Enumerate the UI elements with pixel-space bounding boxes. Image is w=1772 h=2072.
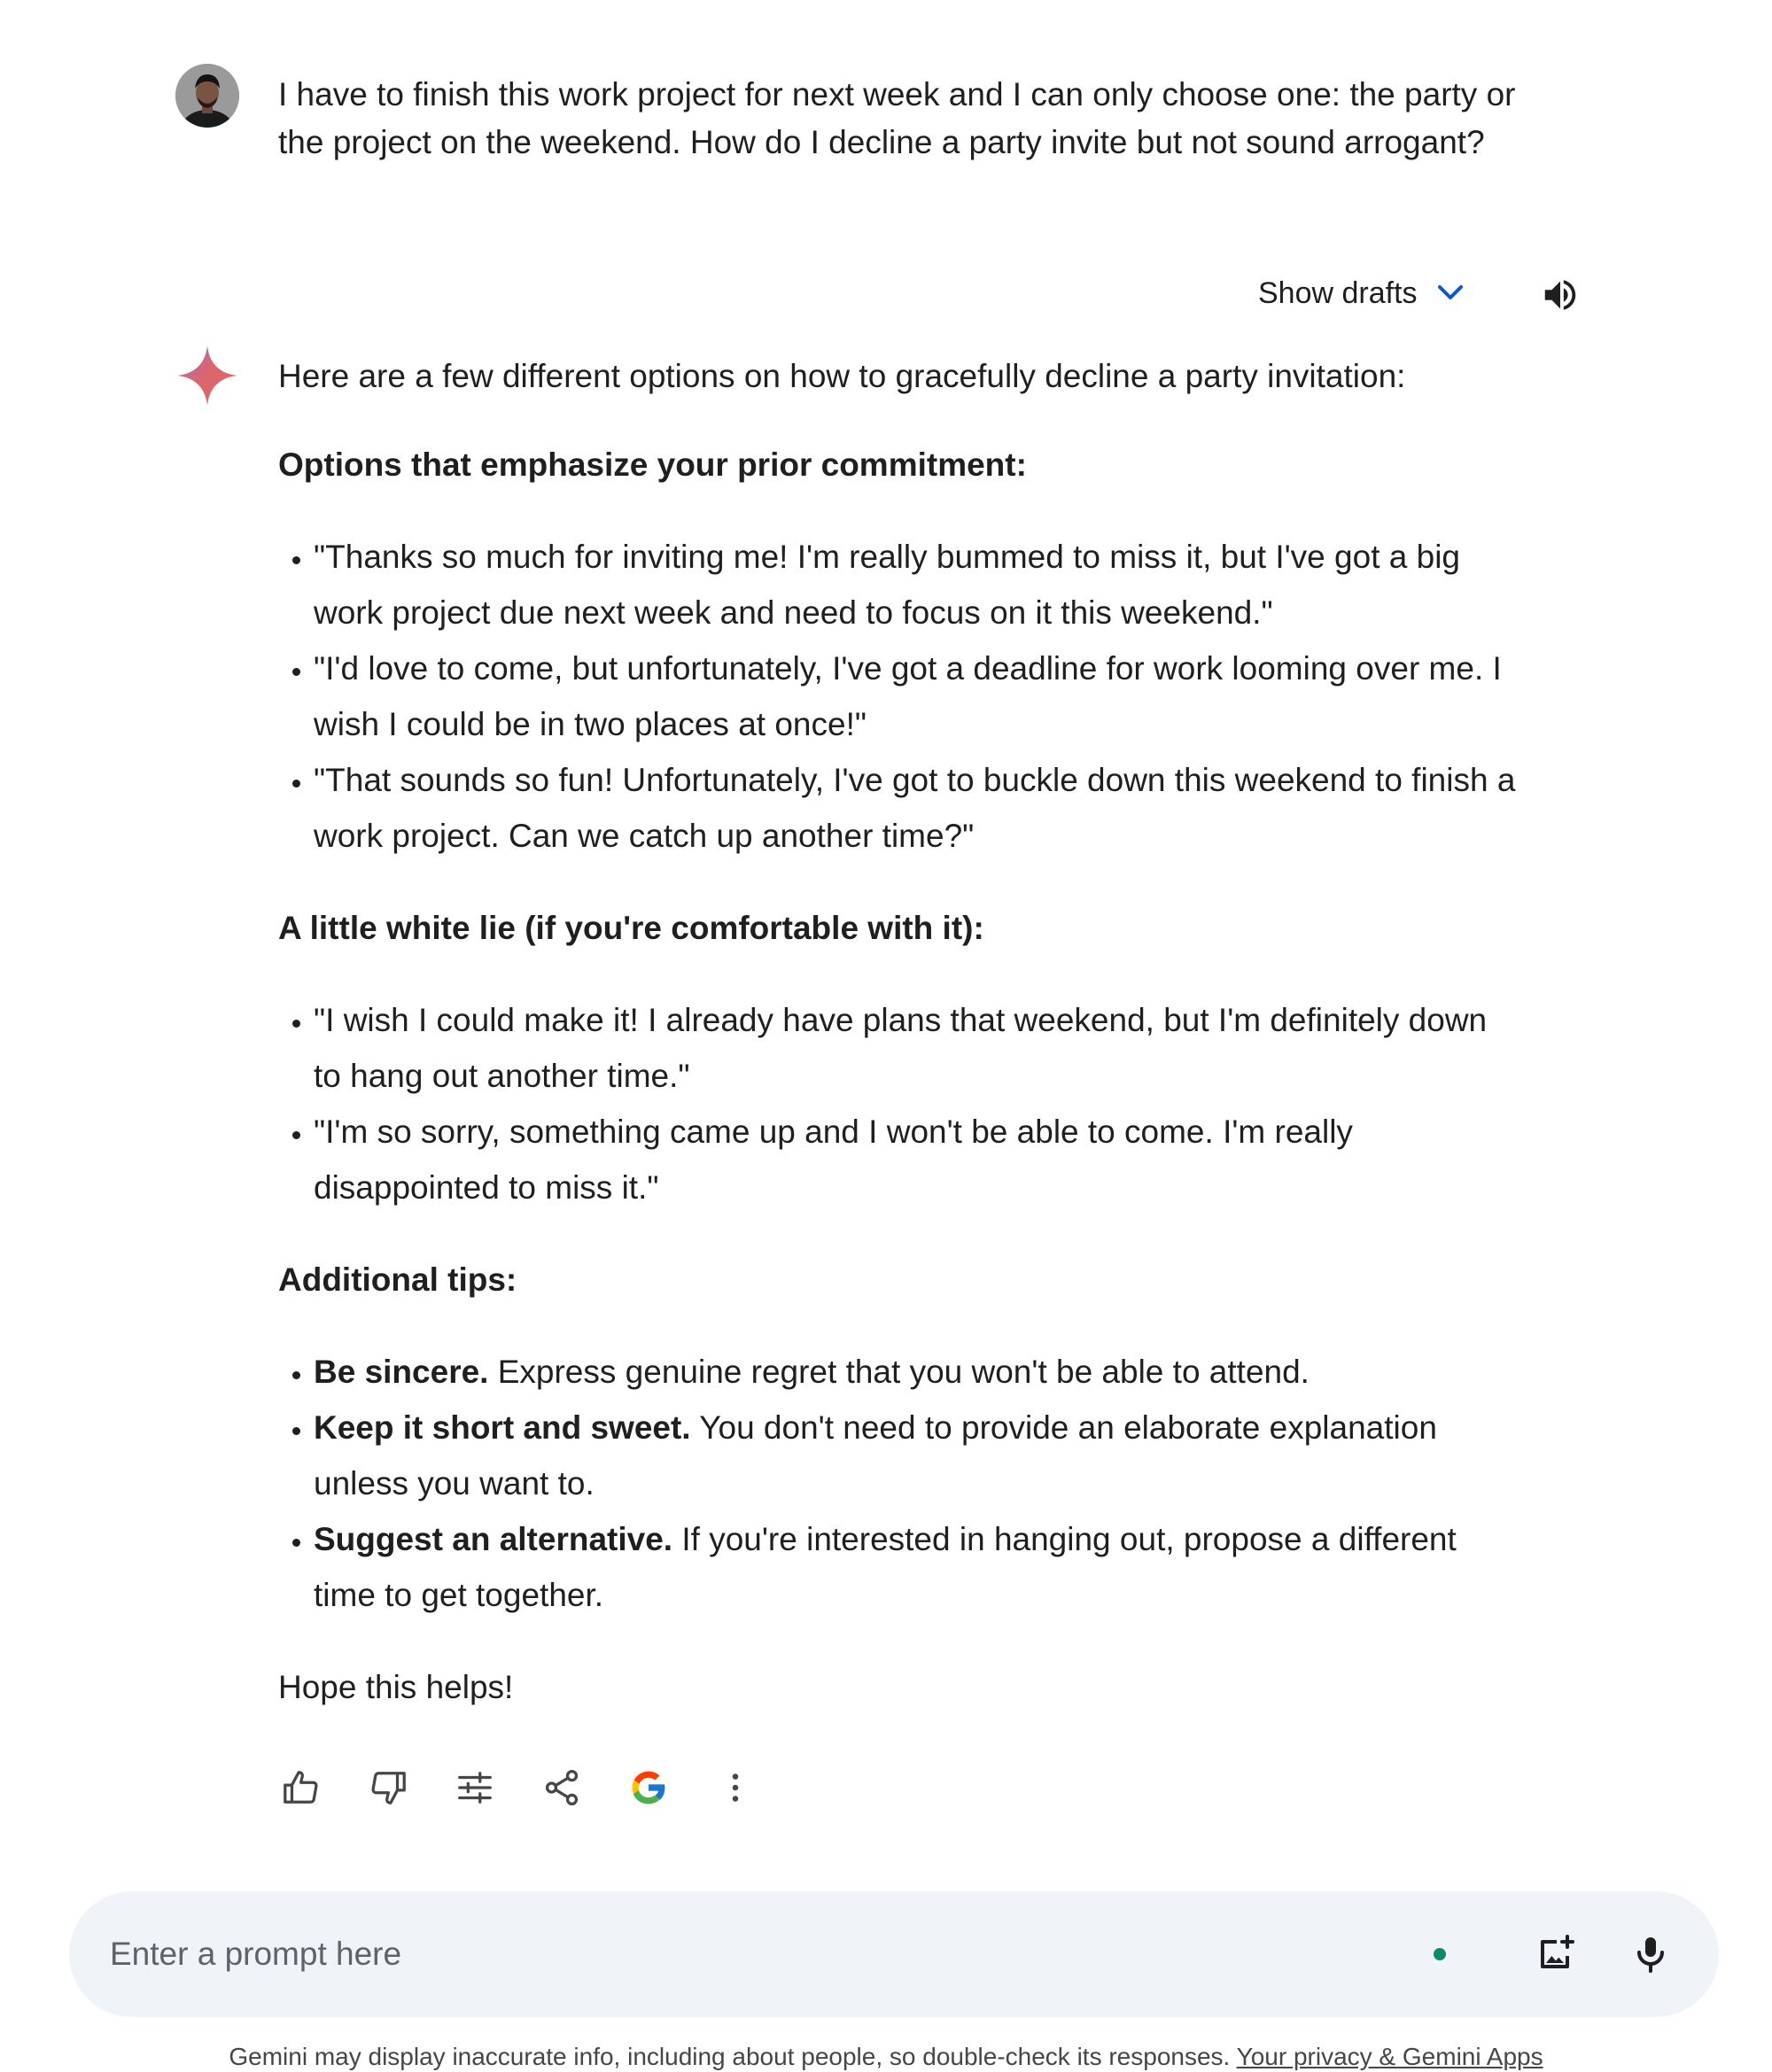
list-item (314, 1344, 1519, 1400)
share-button[interactable] (535, 1761, 588, 1814)
tip-text: You don't need to provide an elaborate explanation unless you want to. (314, 1409, 1437, 1502)
share-icon (541, 1767, 582, 1808)
read-aloud-button[interactable] (1535, 269, 1586, 321)
prompt-bar (69, 1891, 1719, 2017)
response-closing: Hope this helps! (278, 1669, 514, 1705)
section-heading-tips: Additional tips: (278, 1261, 517, 1298)
list-item: • "I'd love to come, but unfortunately, I've got a deadline for work looming over me. I wish I could be in two places at once!" (314, 640, 1519, 752)
upload-image-button[interactable] (1527, 1927, 1582, 1982)
chevron-down-icon (1437, 284, 1464, 302)
status-dot (1434, 1948, 1446, 1960)
thumbs-down-icon (368, 1767, 408, 1808)
commitment-options-list (278, 529, 1519, 864)
list-item: • "That sounds so fun! Unfortunately, I've got to buckle down this weekend to finish a work project. Can we catch up another time?" (314, 752, 1519, 864)
show-drafts-label: Show drafts (1258, 275, 1418, 310)
list-item (314, 1511, 1519, 1623)
double-check-button[interactable] (622, 1761, 675, 1814)
disclaimer (0, 2043, 1772, 2071)
google-icon (627, 1766, 670, 1809)
more-vert-icon (715, 1767, 756, 1808)
privacy-link[interactable]: Your privacy & Gemini Apps (1236, 2043, 1543, 2070)
prompt-input[interactable] (110, 1925, 1439, 1983)
section-heading-white-lie: A little white lie (if you're comfortable with it): (278, 910, 984, 946)
user-avatar[interactable] (175, 64, 239, 128)
show-drafts-button[interactable] (1258, 266, 1464, 321)
tips-list (278, 1344, 1519, 1623)
response-body (278, 353, 1519, 1711)
user-prompt-text: I have to finish this work project for next week and I can only choose one: the party or the project on the weekend. How do I decline a party invite but not sound arrogant? (278, 76, 1516, 160)
tip-text: If you're interested in hanging out, propose a different time to get together. (314, 1521, 1457, 1613)
list-item: • "Thanks so much for inviting me! I'm really bummed to miss it, but I've got a big work project due next week and need to focus on it this weekend." (314, 529, 1519, 640)
list-item: • "I'm so sorry, something came up and I won't be able to come. I'm really disappointed to miss it." (314, 1104, 1519, 1215)
tip-text: Express genuine regret that you won't be able to attend. (488, 1354, 1310, 1390)
add-image-icon (1534, 1933, 1576, 1975)
thumbs-up-icon (281, 1767, 322, 1808)
response-action-bar (275, 1761, 796, 1814)
tip-lead: Keep it short and sweet. (314, 1409, 691, 1446)
modify-response-button[interactable] (448, 1761, 501, 1814)
tip-lead: Be sincere. (314, 1354, 489, 1390)
list-item: • "I wish I could make it! I already have plans that weekend, but I'm definitely down to hang out another time." (314, 992, 1519, 1104)
tip-lead: Suggest an alternative. (314, 1521, 673, 1557)
more-options-button[interactable] (709, 1761, 762, 1814)
response-intro: Here are a few different options on how to gracefully decline a party invitation: (278, 358, 1406, 394)
white-lie-options-list (278, 992, 1519, 1215)
bad-response-button[interactable] (361, 1761, 415, 1814)
user-avatar-photo (175, 64, 239, 128)
volume-icon (1540, 275, 1581, 315)
good-response-button[interactable] (275, 1761, 328, 1814)
microphone-icon (1629, 1933, 1672, 1975)
tune-icon (455, 1767, 495, 1808)
gemini-spark-icon (175, 344, 239, 407)
microphone-button[interactable] (1623, 1927, 1678, 1982)
list-item (314, 1400, 1519, 1511)
disclaimer-text: Gemini may display inaccurate info, including about people, so double-check its responses. (229, 2043, 1237, 2070)
section-heading-commitment: Options that emphasize your prior commitment: (278, 446, 1027, 483)
